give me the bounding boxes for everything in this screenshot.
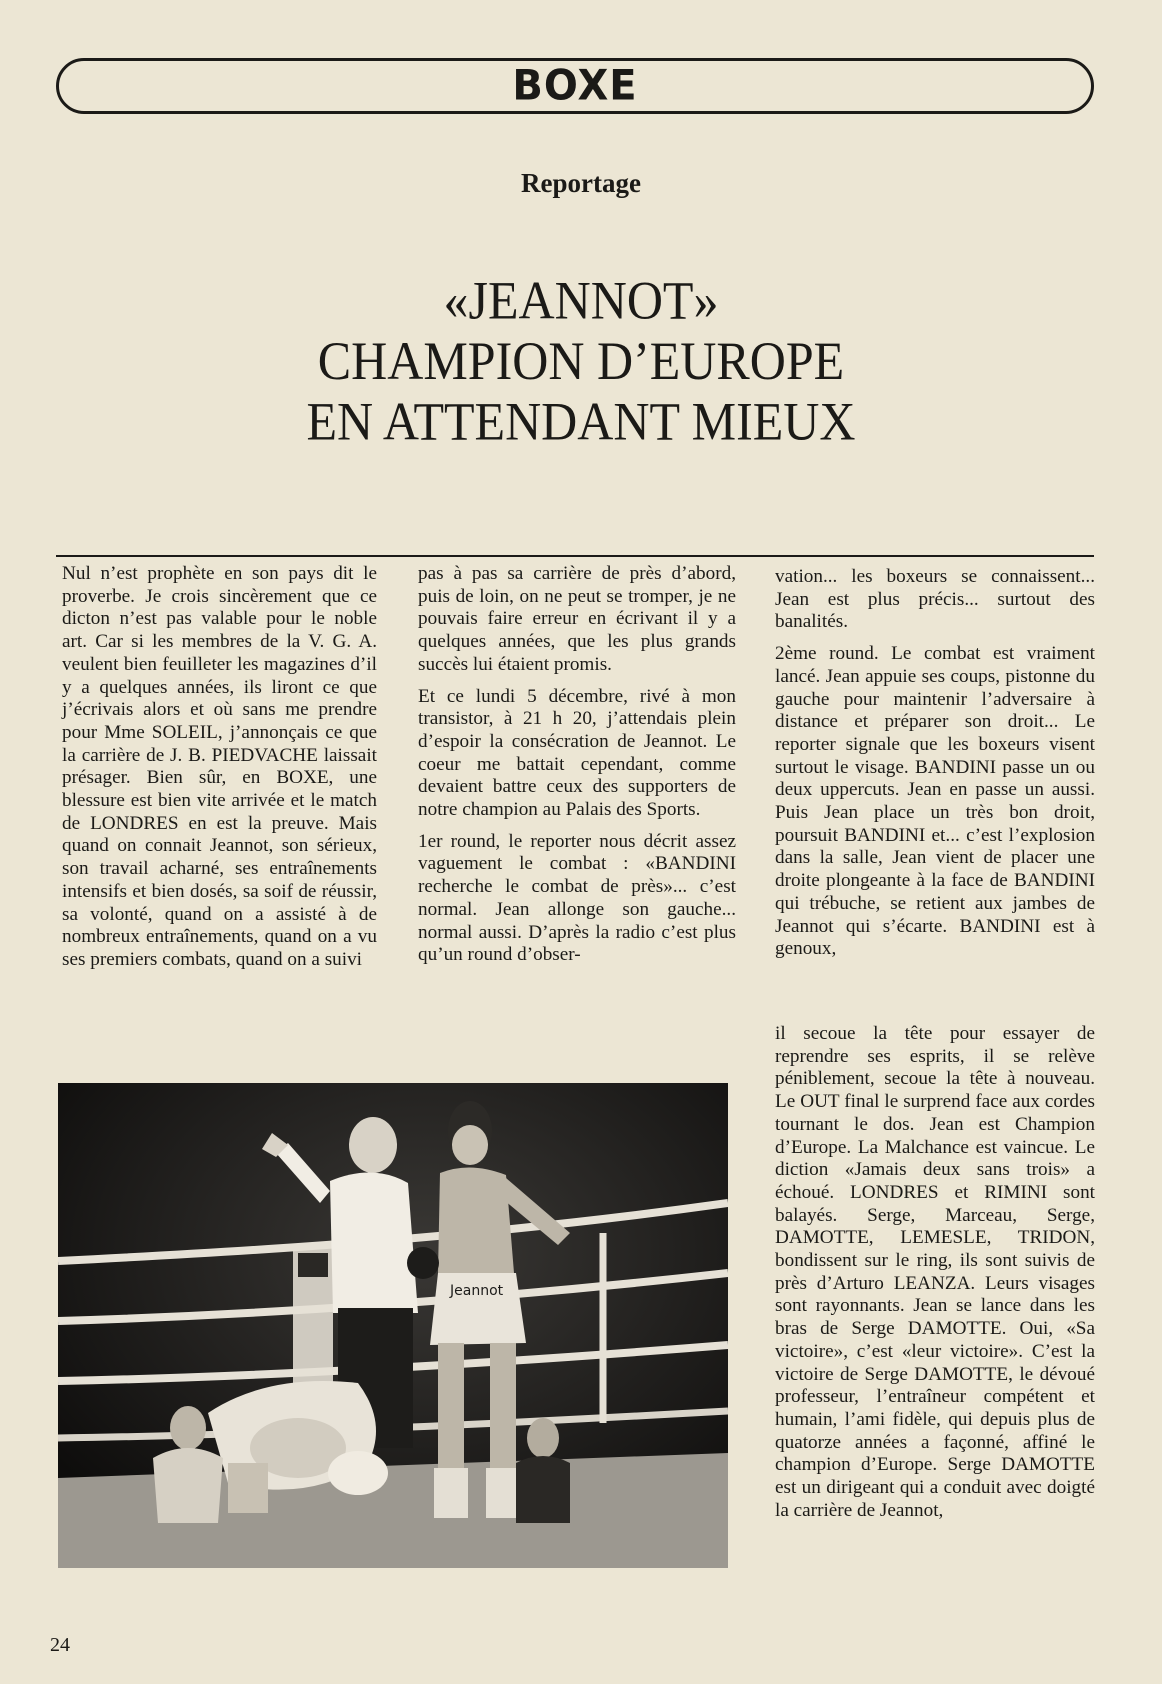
headline-line-2: CHAMPION D’EUROPE (317, 330, 845, 391)
shorts-text: Jeannot (450, 1283, 504, 1299)
headline-line-1: «JEANNOT» (443, 270, 719, 331)
horizontal-rule (56, 555, 1094, 557)
article-column-1 (62, 563, 377, 981)
paragraph: 2ème round. Le combat est vraiment lancé. Jean appuie ses coups, pistonne du gauche pour maintenir l’adversaire à distance et préparer son droit... Le reporter signale que les boxeurs visent surtout le visage. BANDINI passe un ou deux uppercuts. Jean en passe un aussi. Puis Jean place un très bon droit, poursuit BANDINI et... c’est l’explosion dans la salle, Jean vient de placer une droite plongeante à la face de BANDINI qui trébuche, se retient aux jambes de Jeannot qui s’écarte. BANDINI est à genoux, (775, 643, 1095, 960)
article-column-2 (418, 563, 736, 976)
paragraph: Nul n’est prophète en son pays dit le proverbe. Je crois sincèrement que ce dicton n’est pas valable pour le noble art. Car si les membres de la V. G. A. veulent bien feuilleter les magazines d’il y a quelques années, ils liront ce que j’écrivais alors et où sans me prendre pour Mme SOLEIL, j’annonçais ce que la carrière de J. B. PIEDVACHE laissait présager. Bien sûr, en BOXE, une blessure est bien vite arrivée et le match de LONDRES en est la preuve. Mais quand on connait Jeannot, son sérieux, son travail acharné, ses entraînements intensifs et bien dosés, sa soif de réussir, sa volonté, quand on a assisté à de nombreux entraînements, quand on a vu ses premiers combats, quand on a suivi (62, 563, 377, 970)
paragraph: 1er round, le reporter nous décrit assez vaguement le combat : «BANDINI recherche le combat de près»... c’est normal. Jean allonge son gauche... normal aussi. D’après la radio c’est plus qu’un round d’obser- (418, 830, 736, 966)
boxing-ring-illustration (58, 1083, 728, 1568)
paragraph: pas à pas sa carrière de près d’abord, puis de loin, on ne peut se tromper, je ne pouvais faire erreur en écrivant il y a quelques années, que les plus grands succès lui étaient promis. (418, 563, 736, 675)
paragraph: Et ce lundi 5 décembre, rivé à mon transistor, à 21 h 20, j’attendais plein d’espoir la consécration de Jeannot. Le coeur me battait cependant, comme devaient battre ceux des supporters de notre champion au Palais des Sports. (418, 685, 736, 821)
page-number: 24 (50, 1634, 70, 1656)
article-column-3-bottom (775, 1023, 1095, 1531)
section-banner (56, 58, 1094, 114)
section-title: BOXE (512, 61, 638, 111)
paragraph: vation... les boxeurs se connaissent... Jean est plus précis... surtout des banalités. (775, 566, 1095, 633)
paragraph: il secoue la tête pour essayer de reprendre ses esprits, il se relève péniblement, secoue la tête à nouveau. Le OUT final le surprend face aux cordes tournant le dos. Jean est Champion d’Europe. La Malchance est vaincue. Le diction «Jamais deux sans trois» a échoué. LONDRES et RIMINI sont balayés. Serge, Marceau, Serge, DAMOTTE, LEMESLE, TRIDON, bondissent sur le ring, ils sont suivis de près d’Arturo LEANZA. Leurs visages sont rayonnants. Jean se lance dans les bras de Serge DAMOTTE. Oui, «Sa victoire», c’est «leur victoire». C’est la victoire de Serge DAMOTTE, le dévoué professeur, l’entraîneur compétent et humain, l’ami fidèle, qui depuis plus de quatorze années a façonné, affiné le champion d’Europe. Serge DAMOTTE est un dirigeant qui a conduit avec doigté la carrière de Jeannot, (775, 1023, 1095, 1521)
article-headline (0, 270, 1162, 451)
article-kicker: Reportage (521, 168, 641, 198)
boxing-photo (58, 1083, 728, 1568)
article-column-3-top (775, 566, 1095, 970)
headline-line-3: EN ATTENDANT MIEUX (306, 390, 856, 452)
